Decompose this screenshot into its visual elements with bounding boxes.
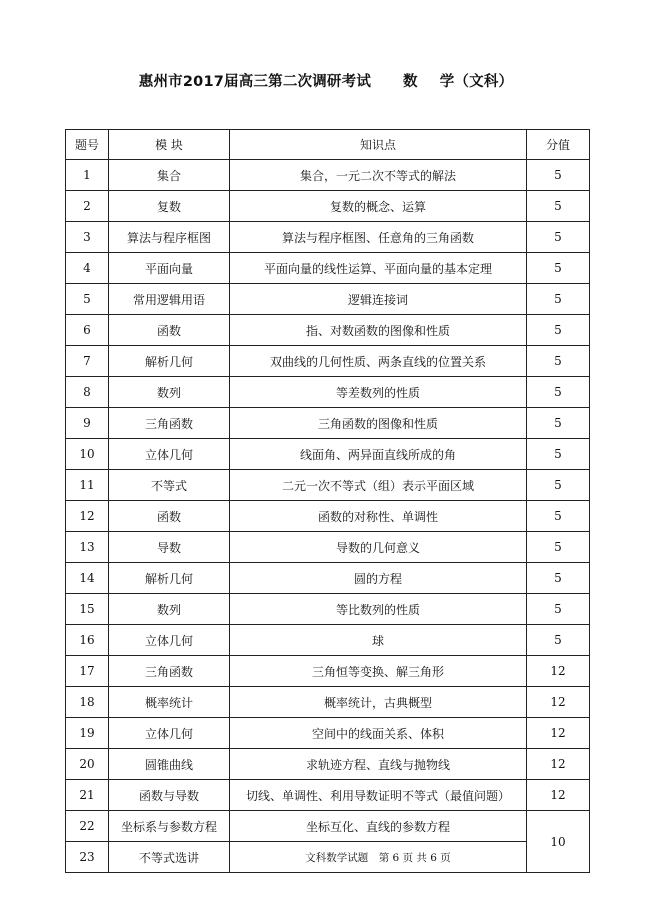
table-row (66, 346, 590, 377)
title-subject-1: 数 (403, 74, 418, 90)
cell-number: 7 (66, 346, 109, 377)
table-row (66, 625, 590, 656)
cell-module: 圆锥曲线 (109, 749, 230, 780)
cell-module: 解析几何 (109, 563, 230, 594)
cell-knowledge-point: 空间中的线面关系、体积 (230, 718, 527, 749)
cell-knowledge-point: 线面角、两异面直线所成的角 (230, 439, 527, 470)
table-row (66, 501, 590, 532)
cell-module: 函数与导数 (109, 780, 230, 811)
cell-knowledge-point: 求轨迹方程、直线与抛物线 (230, 749, 527, 780)
cell-module: 平面向量 (109, 253, 230, 284)
cell-score: 10 (527, 811, 590, 873)
cell-number: 22 (66, 811, 109, 842)
cell-score: 5 (527, 191, 590, 222)
cell-module: 解析几何 (109, 346, 230, 377)
cell-score: 5 (527, 346, 590, 377)
cell-number: 21 (66, 780, 109, 811)
cell-module: 立体几何 (109, 439, 230, 470)
cell-knowledge-point: 三角函数的图像和性质 (230, 408, 527, 439)
cell-score: 5 (527, 439, 590, 470)
table-row (66, 656, 590, 687)
header-number: 题号 (66, 130, 109, 160)
title-subject-2: 学（文科） (439, 74, 514, 90)
cell-score: 5 (527, 501, 590, 532)
cell-knowledge-point: 等比数列的性质 (230, 594, 527, 625)
table-row (66, 718, 590, 749)
header-score: 分值 (527, 130, 590, 160)
cell-module: 函数 (109, 315, 230, 346)
cell-module: 数列 (109, 594, 230, 625)
cell-score: 5 (527, 594, 590, 625)
header-module: 模 块 (109, 130, 230, 160)
table-header-row (66, 130, 590, 160)
cell-number: 10 (66, 439, 109, 470)
cell-score: 12 (527, 780, 590, 811)
cell-number: 5 (66, 284, 109, 315)
cell-knowledge-point: 概率统计，古典概型 (230, 687, 527, 718)
table-row (66, 842, 590, 873)
cell-module: 三角函数 (109, 408, 230, 439)
cell-score: 5 (527, 253, 590, 284)
table-row (66, 594, 590, 625)
cell-module: 不等式选讲 (109, 842, 230, 873)
cell-number: 9 (66, 408, 109, 439)
table-row (66, 563, 590, 594)
cell-knowledge-point: 导数的几何意义 (230, 532, 527, 563)
cell-number: 18 (66, 687, 109, 718)
table-row (66, 222, 590, 253)
header-knowledge-point: 知识点 (230, 130, 527, 160)
cell-module: 复数 (109, 191, 230, 222)
cell-module: 不等式 (109, 470, 230, 501)
cell-module: 常用逻辑用语 (109, 284, 230, 315)
cell-knowledge-point: 等差数列的性质 (230, 377, 527, 408)
cell-score: 5 (527, 222, 590, 253)
cell-module: 三角函数 (109, 656, 230, 687)
cell-knowledge-point: 三角恒等变换、解三角形 (230, 656, 527, 687)
cell-number: 11 (66, 470, 109, 501)
cell-knowledge-point: 平面向量的线性运算、平面向量的基本定理 (230, 253, 527, 284)
cell-number: 19 (66, 718, 109, 749)
cell-score: 5 (527, 532, 590, 563)
cell-number: 17 (66, 656, 109, 687)
table-row (66, 470, 590, 501)
cell-module: 数列 (109, 377, 230, 408)
table-row (66, 408, 590, 439)
cell-number: 1 (66, 160, 109, 191)
cell-knowledge-point: 集合，一元二次不等式的解法 (230, 160, 527, 191)
cell-number: 15 (66, 594, 109, 625)
cell-number: 16 (66, 625, 109, 656)
table-row (66, 253, 590, 284)
table-row (66, 532, 590, 563)
cell-module: 立体几何 (109, 718, 230, 749)
cell-number: 6 (66, 315, 109, 346)
cell-score: 12 (527, 656, 590, 687)
cell-number: 23 (66, 842, 109, 873)
cell-score: 12 (527, 718, 590, 749)
cell-number: 4 (66, 253, 109, 284)
table-row (66, 439, 590, 470)
cell-knowledge-point: 双曲线的几何性质、两条直线的位置关系 (230, 346, 527, 377)
cell-score: 5 (527, 377, 590, 408)
cell-knowledge-point: 算法与程序框图、任意角的三角函数 (230, 222, 527, 253)
cell-number: 3 (66, 222, 109, 253)
cell-score: 5 (527, 160, 590, 191)
cell-knowledge-point: 坐标互化、直线的参数方程 (230, 811, 527, 842)
table-row (66, 811, 590, 842)
table-row (66, 315, 590, 346)
cell-score: 5 (527, 284, 590, 315)
cell-number: 2 (66, 191, 109, 222)
cell-score: 5 (527, 563, 590, 594)
table-row (66, 160, 590, 191)
cell-number: 12 (66, 501, 109, 532)
cell-knowledge-point: 函数的对称性、单调性 (230, 501, 527, 532)
table-row (66, 687, 590, 718)
page-footer-note: 文科数学试题 第 6 页 共 6 页 (305, 851, 451, 864)
title-main: 惠州市2017届高三第二次调研考试 (138, 74, 372, 90)
cell-module: 立体几何 (109, 625, 230, 656)
cell-knowledge-point: 二元一次不等式（组）表示平面区域 (230, 470, 527, 501)
table-row (66, 191, 590, 222)
cell-knowledge-point: 球 (230, 625, 527, 656)
cell-knowledge-point: 指、对数函数的图像和性质 (230, 315, 527, 346)
cell-knowledge-point: 切线、单调性、利用导数证明不等式（最值问题） (230, 780, 527, 811)
cell-module: 集合 (109, 160, 230, 191)
cell-number: 20 (66, 749, 109, 780)
cell-module: 导数 (109, 532, 230, 563)
table-row (66, 749, 590, 780)
cell-score: 5 (527, 408, 590, 439)
cell-number: 14 (66, 563, 109, 594)
cell-score: 5 (527, 315, 590, 346)
cell-knowledge-point: 圆的方程 (230, 563, 527, 594)
cell-score: 12 (527, 687, 590, 718)
cell-module: 算法与程序框图 (109, 222, 230, 253)
cell-number: 8 (66, 377, 109, 408)
table-row (66, 284, 590, 315)
cell-score: 12 (527, 749, 590, 780)
cell-number: 13 (66, 532, 109, 563)
cell-knowledge-point: 逻辑连接词 (230, 284, 527, 315)
cell-score: 5 (527, 470, 590, 501)
cell-knowledge-point: 复数的概念、运算 (230, 191, 527, 222)
cell-score: 5 (527, 625, 590, 656)
cell-module: 函数 (109, 501, 230, 532)
cell-knowledge-point-footer (230, 842, 527, 873)
exam-analysis-table (65, 129, 590, 873)
cell-module: 概率统计 (109, 687, 230, 718)
page-title (0, 70, 652, 91)
table-row (66, 377, 590, 408)
table-row (66, 780, 590, 811)
cell-module: 坐标系与参数方程 (109, 811, 230, 842)
